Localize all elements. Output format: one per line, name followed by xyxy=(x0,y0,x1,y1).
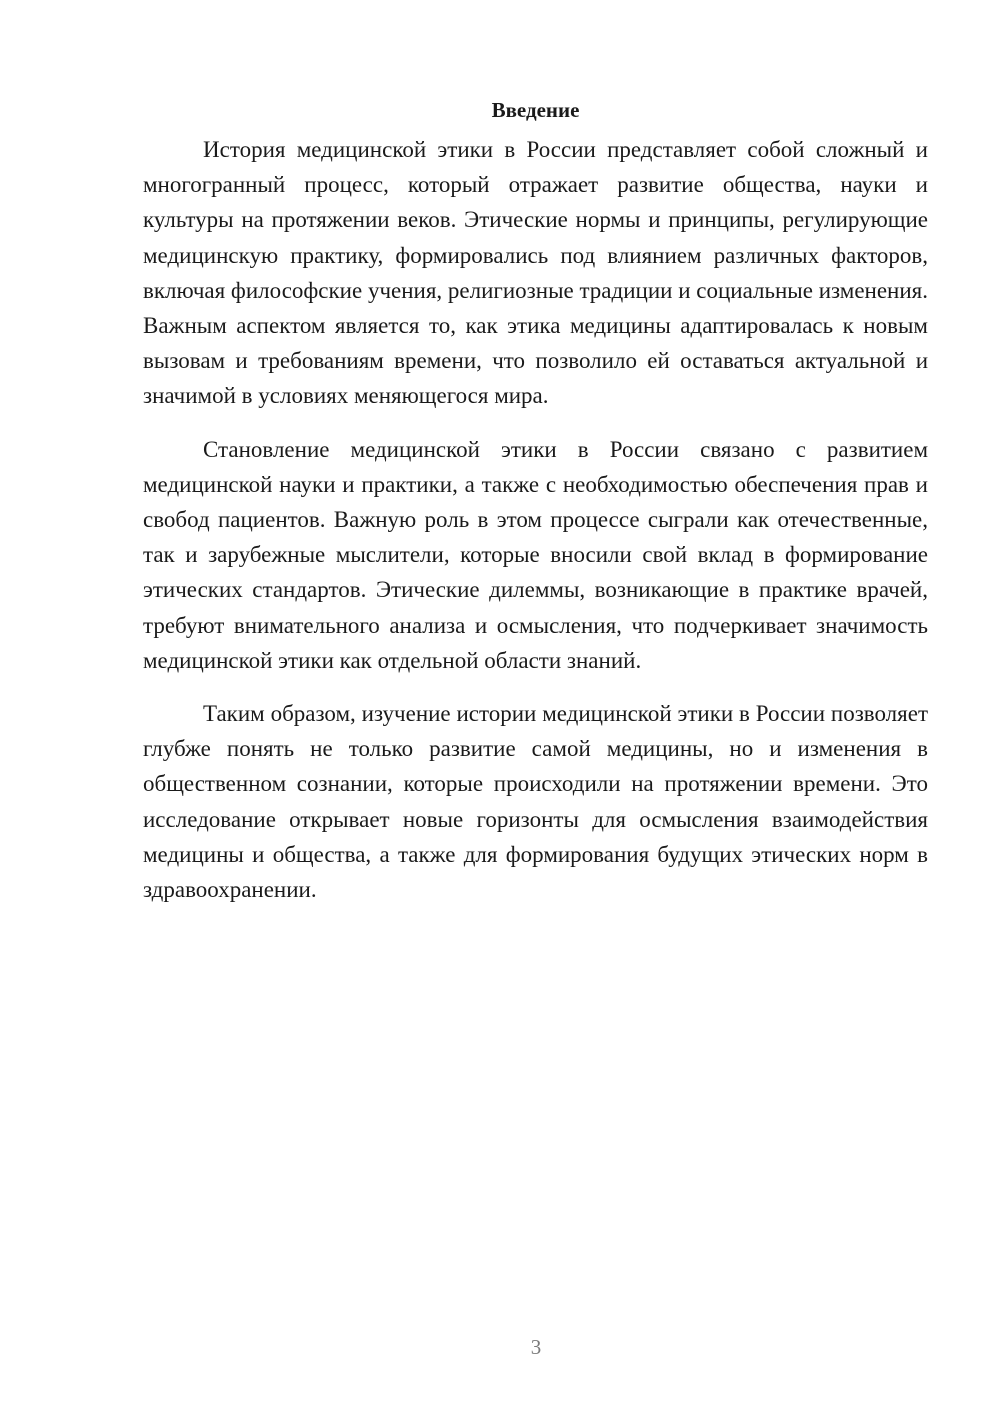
section-heading: Введение xyxy=(491,98,580,122)
page-number: 3 xyxy=(530,1335,542,1359)
paragraph-3: Таким образом, изучение истории медицинской этики в России позволяет глубже понять не только развитие самой медицины, но и изменения в общественном сознании, которые происходили на протяжении времени. Это исследование открывает новые горизонты для осмысления взаимодействия медицины и общества, а также для формирования будущих этических норм в здравоохранении. xyxy=(143,701,928,903)
paragraph-1: История медицинской этики в России представляет собой сложный и многогранный процесс, который отражает развитие общества, науки и культуры на протяжении веков. Этические нормы и принципы, регулирующие медицинскую практику, формировались под влиянием различных факторов, включая философские учения, религиозные традиции и социальные изменения. Важным аспектом является то, как этика медицины адаптировалась к новым вызовам и требованиям времени, что позволило ей оставаться актуальной и значимой в условиях меняющегося мира. xyxy=(143,137,928,409)
document-body xyxy=(143,96,928,907)
paragraph-2: Становление медицинской этики в России связано с развитием медицинской науки и практики, а также с необходимостью обеспечения прав и свобод пациентов. Важную роль в этом процессе сыграли как отечественные, так и зарубежные мыслители, которые вносили свой вклад в формирование этических стандартов. Этические дилеммы, возникающие в практике врачей, требуют внимательного анализа и осмысления, что подчеркивает значимость медицинской этики как отдельной области знаний. xyxy=(143,436,928,673)
